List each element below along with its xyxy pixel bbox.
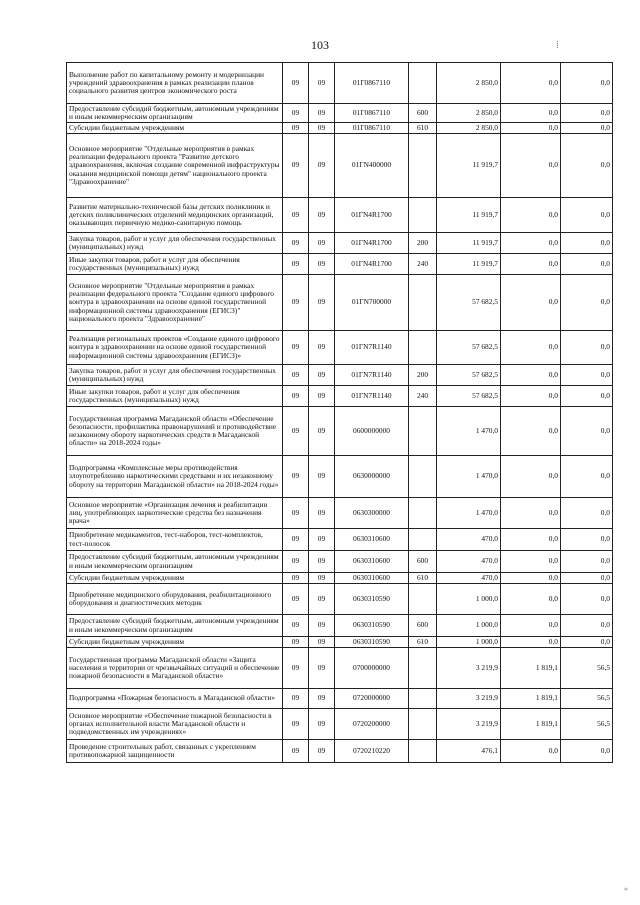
row-expense-type xyxy=(409,498,437,529)
row-expense-type xyxy=(409,63,437,104)
row-planned-amount: 3 219,9 xyxy=(437,689,501,709)
row-section: 09 xyxy=(283,198,309,233)
row-executed-amount: 0,0 xyxy=(501,573,561,584)
row-expense-type: 600 xyxy=(409,615,437,637)
row-planned-amount: 1 470,0 xyxy=(437,498,501,529)
row-section: 09 xyxy=(283,275,309,331)
row-name: Основное мероприятие «Организация лечения и реабилитации лиц, употребляющих наркотические средства без назначения врача» xyxy=(67,498,283,529)
row-target-code: 01ГN4R1700 xyxy=(335,254,409,275)
row-name: Выполнение работ по капитальному ремонту и модернизации учреждений здравоохранения в рамках реализации планов социального развития центров экономического роста xyxy=(67,63,283,104)
row-execution-percent: 0,0 xyxy=(561,386,613,407)
row-section: 09 xyxy=(283,740,309,763)
row-executed-amount: 1 819,1 xyxy=(501,689,561,709)
row-expense-type xyxy=(409,198,437,233)
row-execution-percent: 0,0 xyxy=(561,233,613,254)
row-target-code: 01ГN400000 xyxy=(335,134,409,198)
row-executed-amount: 0,0 xyxy=(501,123,561,134)
row-execution-percent: 0,0 xyxy=(561,331,613,365)
row-execution-percent: 0,0 xyxy=(561,584,613,615)
table-row xyxy=(67,498,613,529)
row-execution-percent: 0,0 xyxy=(561,198,613,233)
row-expense-type xyxy=(409,709,437,740)
row-target-code: 01ГN7R1140 xyxy=(335,386,409,407)
row-subsection: 09 xyxy=(309,689,335,709)
row-subsection: 09 xyxy=(309,123,335,134)
row-target-code: 01ГN4R1700 xyxy=(335,198,409,233)
row-executed-amount: 0,0 xyxy=(501,198,561,233)
row-execution-percent: 0,0 xyxy=(561,529,613,551)
row-expense-type xyxy=(409,689,437,709)
row-name: Предоставление субсидий бюджетным, автономным учреждениям и иным некоммерческим организациям xyxy=(67,615,283,637)
row-target-code: 0630310590 xyxy=(335,637,409,648)
row-executed-amount: 0,0 xyxy=(501,615,561,637)
row-execution-percent: 56,5 xyxy=(561,648,613,689)
row-subsection: 09 xyxy=(309,648,335,689)
row-expense-type xyxy=(409,275,437,331)
row-subsection: 09 xyxy=(309,198,335,233)
row-executed-amount: 0,0 xyxy=(501,275,561,331)
row-name: Подпрограмма «Комплексные меры противодействия злоупотреблению наркотическими средствами и их незаконному обороту на территории Магаданской области» на 2018-2024 годы» xyxy=(67,456,283,498)
row-executed-amount: 0,0 xyxy=(501,104,561,123)
row-executed-amount: 0,0 xyxy=(501,529,561,551)
row-target-code: 0720000000 xyxy=(335,689,409,709)
row-target-code: 0630310600 xyxy=(335,551,409,573)
row-planned-amount: 11 919,7 xyxy=(437,254,501,275)
row-name: Приобретение медикаментов, тест-наборов, тест-комплектов, тест-полосок xyxy=(67,529,283,551)
row-target-code: 01ГN4R1700 xyxy=(335,233,409,254)
row-section: 09 xyxy=(283,689,309,709)
row-planned-amount: 3 219,9 xyxy=(437,648,501,689)
row-execution-percent: 0,0 xyxy=(561,551,613,573)
row-name: Основное мероприятие "Отдельные мероприятия в рамках реализации федерального проекта "Развитие детского здравоохранения, включая создание современной инфраструктуры оказания медицинской помощи детям" национального проекта "Здравоохранение" xyxy=(67,134,283,198)
row-subsection: 09 xyxy=(309,63,335,104)
row-name: Приобретение медицинского оборудования, реабилитационного оборудования и диагностических методик xyxy=(67,584,283,615)
row-expense-type xyxy=(409,456,437,498)
row-subsection: 09 xyxy=(309,456,335,498)
row-planned-amount: 470,0 xyxy=(437,573,501,584)
row-subsection: 09 xyxy=(309,331,335,365)
row-target-code: 01ГN7R1140 xyxy=(335,331,409,365)
row-expense-type: 240 xyxy=(409,254,437,275)
row-target-code: 01Г0867110 xyxy=(335,123,409,134)
row-executed-amount: 0,0 xyxy=(501,551,561,573)
row-name: Закупка товаров, работ и услуг для обеспечения государственных (муниципальных) нужд xyxy=(67,233,283,254)
row-subsection: 09 xyxy=(309,134,335,198)
row-execution-percent: 0,0 xyxy=(561,615,613,637)
row-name: Субсидии бюджетным учреждениям xyxy=(67,123,283,134)
row-planned-amount: 11 919,7 xyxy=(437,134,501,198)
row-section: 09 xyxy=(283,386,309,407)
row-execution-percent: 0,0 xyxy=(561,365,613,386)
row-target-code: 0630310590 xyxy=(335,584,409,615)
row-name: Государственная программа Магаданской области «Защита населения и территории от чрезвычайных ситуаций и обеспечение пожарной безопасности в Магаданской области» xyxy=(67,648,283,689)
row-target-code: 0630310590 xyxy=(335,615,409,637)
row-planned-amount: 57 682,5 xyxy=(437,386,501,407)
row-subsection: 09 xyxy=(309,386,335,407)
row-subsection: 09 xyxy=(309,104,335,123)
row-subsection: 09 xyxy=(309,275,335,331)
row-expense-type: 240 xyxy=(409,386,437,407)
row-target-code: 01Г0867110 xyxy=(335,63,409,104)
table-row xyxy=(67,709,613,740)
row-execution-percent: 56,5 xyxy=(561,689,613,709)
row-expense-type: 610 xyxy=(409,123,437,134)
row-target-code: 0630310600 xyxy=(335,573,409,584)
row-name: Предоставление субсидий бюджетным, автономным учреждениям и иным некоммерческим организациям xyxy=(67,104,283,123)
table-row xyxy=(67,551,613,573)
row-planned-amount: 1 470,0 xyxy=(437,456,501,498)
row-section: 09 xyxy=(283,123,309,134)
row-section: 09 xyxy=(283,529,309,551)
row-subsection: 09 xyxy=(309,615,335,637)
table-row xyxy=(67,637,613,648)
row-subsection: 09 xyxy=(309,529,335,551)
table-row xyxy=(67,689,613,709)
row-name: Основное мероприятие «Обеспечение пожарной безопасности в органах исполнительной власти Магаданской области и подведомственных им учреждениях» xyxy=(67,709,283,740)
row-target-code: 01ГN700000 xyxy=(335,275,409,331)
row-name: Реализация региональных проектов «Создание единого цифрового контура в здравоохранении на основе единой государственной информационной системы здравоохранения (ЕГИСЗ)» xyxy=(67,331,283,365)
row-target-code: 0630000000 xyxy=(335,456,409,498)
row-subsection: 09 xyxy=(309,254,335,275)
row-target-code: 0720210220 xyxy=(335,740,409,763)
page-number: 103 xyxy=(311,38,329,52)
row-execution-percent: 0,0 xyxy=(561,407,613,456)
row-subsection: 09 xyxy=(309,407,335,456)
row-section: 09 xyxy=(283,63,309,104)
row-expense-type xyxy=(409,529,437,551)
row-expense-type: 200 xyxy=(409,233,437,254)
row-name: Субсидии бюджетным учреждениям xyxy=(67,573,283,584)
row-expense-type: 610 xyxy=(409,637,437,648)
row-planned-amount: 470,0 xyxy=(437,529,501,551)
table-row xyxy=(67,275,613,331)
row-executed-amount: 0,0 xyxy=(501,254,561,275)
row-execution-percent: 0,0 xyxy=(561,104,613,123)
row-section: 09 xyxy=(283,584,309,615)
row-planned-amount: 1 470,0 xyxy=(437,407,501,456)
row-expense-type xyxy=(409,134,437,198)
row-executed-amount: 0,0 xyxy=(501,386,561,407)
row-subsection: 09 xyxy=(309,709,335,740)
row-execution-percent: 56,5 xyxy=(561,709,613,740)
row-section: 09 xyxy=(283,648,309,689)
row-executed-amount: 0,0 xyxy=(501,134,561,198)
table-row xyxy=(67,407,613,456)
row-executed-amount: 0,0 xyxy=(501,740,561,763)
table-body xyxy=(67,63,613,763)
row-target-code: 0630310600 xyxy=(335,529,409,551)
row-name: Основное мероприятие "Отдельные мероприятия в рамках реализации федерального проекта "Создание единого цифрового контура в здравоохранении на основе единой государственной информационной системы здравоохранения (ЕГИСЗ)" национального проекта "Здравоохранение" xyxy=(67,275,283,331)
table-row xyxy=(67,648,613,689)
row-name: Закупка товаров, работ и услуг для обеспечения государственных (муниципальных) нужд xyxy=(67,365,283,386)
row-subsection: 09 xyxy=(309,573,335,584)
row-subsection: 09 xyxy=(309,740,335,763)
row-executed-amount: 0,0 xyxy=(501,637,561,648)
row-planned-amount: 11 919,7 xyxy=(437,233,501,254)
budget-table xyxy=(66,62,613,763)
row-name: Иные закупки товаров, работ и услуг для обеспечения государственных (муниципальных) нужд xyxy=(67,254,283,275)
row-expense-type xyxy=(409,331,437,365)
row-section: 09 xyxy=(283,551,309,573)
corner-mark: * xyxy=(624,886,628,895)
row-name: Иные закупки товаров, работ и услуг для обеспечения государственных (муниципальных) нужд xyxy=(67,386,283,407)
row-section: 09 xyxy=(283,498,309,529)
row-executed-amount: 0,0 xyxy=(501,63,561,104)
row-name: Подпрограмма «Пожарная безопасность в Магаданской области» xyxy=(67,689,283,709)
row-subsection: 09 xyxy=(309,637,335,648)
row-planned-amount: 1 000,0 xyxy=(437,584,501,615)
table-row xyxy=(67,584,613,615)
table-row xyxy=(67,254,613,275)
row-expense-type xyxy=(409,648,437,689)
row-expense-type xyxy=(409,584,437,615)
row-expense-type: 600 xyxy=(409,104,437,123)
row-section: 09 xyxy=(283,615,309,637)
row-target-code: 0600000000 xyxy=(335,407,409,456)
row-section: 09 xyxy=(283,709,309,740)
row-name: Проведение строительных работ, связанных с укреплением противопожарной защищенности xyxy=(67,740,283,763)
row-executed-amount: 0,0 xyxy=(501,331,561,365)
row-executed-amount: 0,0 xyxy=(501,407,561,456)
row-executed-amount: 1 819,1 xyxy=(501,648,561,689)
table-row xyxy=(67,740,613,763)
row-section: 09 xyxy=(283,233,309,254)
table-row xyxy=(67,615,613,637)
row-planned-amount: 2 850,0 xyxy=(437,104,501,123)
table-row xyxy=(67,123,613,134)
table-row xyxy=(67,134,613,198)
row-executed-amount: 0,0 xyxy=(501,233,561,254)
row-target-code: 0720200000 xyxy=(335,709,409,740)
row-section: 09 xyxy=(283,456,309,498)
row-execution-percent: 0,0 xyxy=(561,498,613,529)
row-section: 09 xyxy=(283,254,309,275)
row-name: Государственная программа Магаданской области «Обеспечение безопасности, профилактика правонарушений и противодействие незаконному обороту наркотических средств в Магаданской области» на 2018-2024 годы» xyxy=(67,407,283,456)
row-execution-percent: 0,0 xyxy=(561,573,613,584)
row-executed-amount: 0,0 xyxy=(501,456,561,498)
row-planned-amount: 11 919,7 xyxy=(437,198,501,233)
row-expense-type: 200 xyxy=(409,365,437,386)
row-executed-amount: 0,0 xyxy=(501,498,561,529)
table-row xyxy=(67,331,613,365)
row-subsection: 09 xyxy=(309,551,335,573)
row-execution-percent: 0,0 xyxy=(561,275,613,331)
row-subsection: 09 xyxy=(309,365,335,386)
row-execution-percent: 0,0 xyxy=(561,123,613,134)
row-target-code: 0630300000 xyxy=(335,498,409,529)
row-section: 09 xyxy=(283,104,309,123)
row-planned-amount: 2 850,0 xyxy=(437,63,501,104)
row-section: 09 xyxy=(283,573,309,584)
row-name: Предоставление субсидий бюджетным, автономным учреждениям и иным некоммерческим организациям xyxy=(67,551,283,573)
row-execution-percent: 0,0 xyxy=(561,740,613,763)
row-section: 09 xyxy=(283,407,309,456)
row-name: Субсидии бюджетным учреждениям xyxy=(67,637,283,648)
margin-mark: ⁞ xyxy=(556,40,559,51)
row-section: 09 xyxy=(283,365,309,386)
table-row xyxy=(67,198,613,233)
row-expense-type: 600 xyxy=(409,551,437,573)
row-execution-percent: 0,0 xyxy=(561,134,613,198)
row-planned-amount: 57 682,5 xyxy=(437,331,501,365)
row-planned-amount: 476,1 xyxy=(437,740,501,763)
row-section: 09 xyxy=(283,134,309,198)
row-planned-amount: 3 219,9 xyxy=(437,709,501,740)
row-execution-percent: 0,0 xyxy=(561,254,613,275)
row-planned-amount: 2 850,0 xyxy=(437,123,501,134)
table-row xyxy=(67,386,613,407)
row-expense-type xyxy=(409,740,437,763)
row-subsection: 09 xyxy=(309,233,335,254)
row-execution-percent: 0,0 xyxy=(561,63,613,104)
row-executed-amount: 1 819,1 xyxy=(501,709,561,740)
row-name: Развитие материально-технической базы детских поликлиник и детских поликлинических отделений медицинских организаций, оказывающих первичную медико-санитарную помощь xyxy=(67,198,283,233)
row-section: 09 xyxy=(283,331,309,365)
row-target-code: 01Г0867110 xyxy=(335,104,409,123)
row-planned-amount: 1 000,0 xyxy=(437,615,501,637)
row-executed-amount: 0,0 xyxy=(501,365,561,386)
row-target-code: 0700000000 xyxy=(335,648,409,689)
row-planned-amount: 470,0 xyxy=(437,551,501,573)
row-expense-type: 610 xyxy=(409,573,437,584)
row-execution-percent: 0,0 xyxy=(561,637,613,648)
row-subsection: 09 xyxy=(309,584,335,615)
table-row xyxy=(67,529,613,551)
table-row xyxy=(67,365,613,386)
table-row xyxy=(67,63,613,104)
row-target-code: 01ГN7R1140 xyxy=(335,365,409,386)
row-planned-amount: 57 682,5 xyxy=(437,365,501,386)
row-planned-amount: 57 682,5 xyxy=(437,275,501,331)
table-row xyxy=(67,233,613,254)
table-row xyxy=(67,573,613,584)
row-subsection: 09 xyxy=(309,498,335,529)
row-execution-percent: 0,0 xyxy=(561,456,613,498)
table-row xyxy=(67,104,613,123)
row-section: 09 xyxy=(283,637,309,648)
row-expense-type xyxy=(409,407,437,456)
row-executed-amount: 0,0 xyxy=(501,584,561,615)
table-row xyxy=(67,456,613,498)
row-planned-amount: 1 000,0 xyxy=(437,637,501,648)
